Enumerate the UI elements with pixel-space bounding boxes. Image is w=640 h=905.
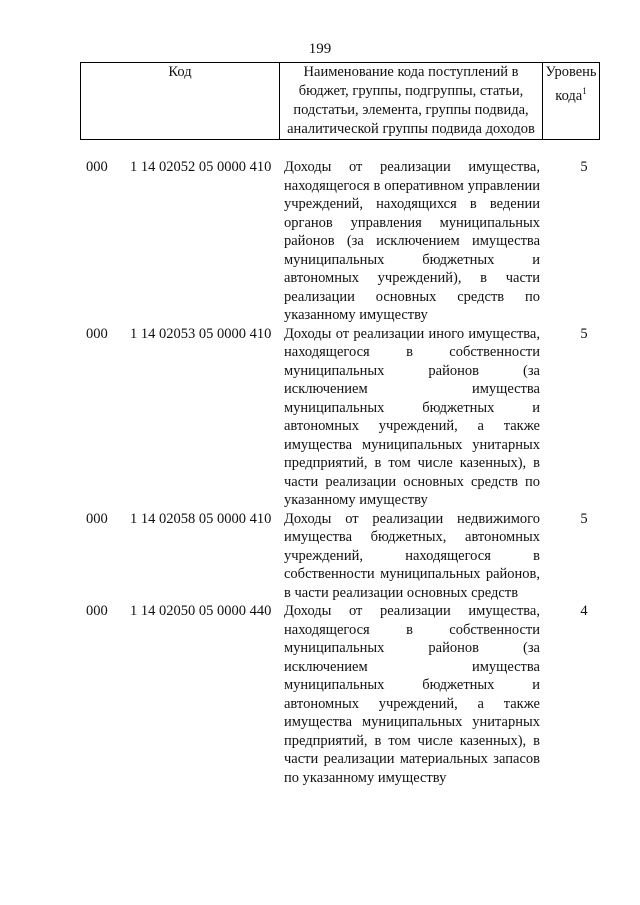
- table-row: [0, 602, 640, 787]
- row-code: 1 14 02053 05 0000 410: [130, 325, 272, 342]
- table-header: [80, 62, 600, 140]
- row-level: 5: [580, 159, 588, 175]
- header-code: Код: [81, 63, 280, 140]
- row-code: 1 14 02058 05 0000 410: [130, 510, 272, 527]
- row-code: 1 14 02052 05 0000 410: [130, 159, 272, 175]
- table-row: [0, 510, 640, 603]
- row-name: Доходы от реализации имущества, находящегося в оперативном управлении учреждений, находящихся в ведении органов управления муниципальных районов (за исключением имущества муниципальных бюджетных и автономных учреждений), в части реализации основных средств по указанному имуществу: [284, 159, 540, 323]
- header-level-cell: [543, 63, 600, 140]
- row-level: 5: [580, 510, 588, 527]
- row-prefix: 000: [86, 510, 108, 527]
- page-number: 199: [308, 41, 332, 57]
- row-level: 5: [580, 325, 588, 342]
- row-name: Доходы от реализации недвижимого имущества бюджетных, автономных учреждений, находящегося в собственности муниципальных районов, в части реализации основных средств: [284, 510, 540, 601]
- row-prefix: 000: [86, 325, 108, 342]
- row-name: Доходы от реализации иного имущества, находящегося в собственности муниципальных районов (за исключением имущества муниципальных бюджетных и автономных учреждений, а также имущества муниципальных унитарных предприятий, в том числе казенных), в части реализации основных средств по указанному имуществу: [284, 325, 540, 508]
- table-row: [0, 158, 640, 325]
- row-level: 4: [580, 603, 588, 619]
- header-level: Уровень кода: [545, 64, 597, 104]
- header-name: Наименование кода поступлений в бюджет, группы, подгруппы, статьи, подстатьи, элемента, группы подвида, аналитической группы подвида доходов: [280, 63, 543, 140]
- header-level-footnote: 1: [582, 86, 587, 96]
- row-code: 1 14 02050 05 0000 440: [130, 603, 272, 619]
- table-row: [0, 325, 640, 510]
- row-name: Доходы от реализации имущества, находящегося в собственности муниципальных районов (за исключением имущества муниципальных бюджетных и автономных учреждений, а также имущества муниципальных унитарных предприятий, в том числе казенных), в части реализации материальных запасов по указанному имуществу: [284, 603, 540, 786]
- row-prefix: 000: [86, 603, 108, 619]
- row-prefix: 000: [86, 159, 108, 175]
- table-body: [0, 158, 640, 787]
